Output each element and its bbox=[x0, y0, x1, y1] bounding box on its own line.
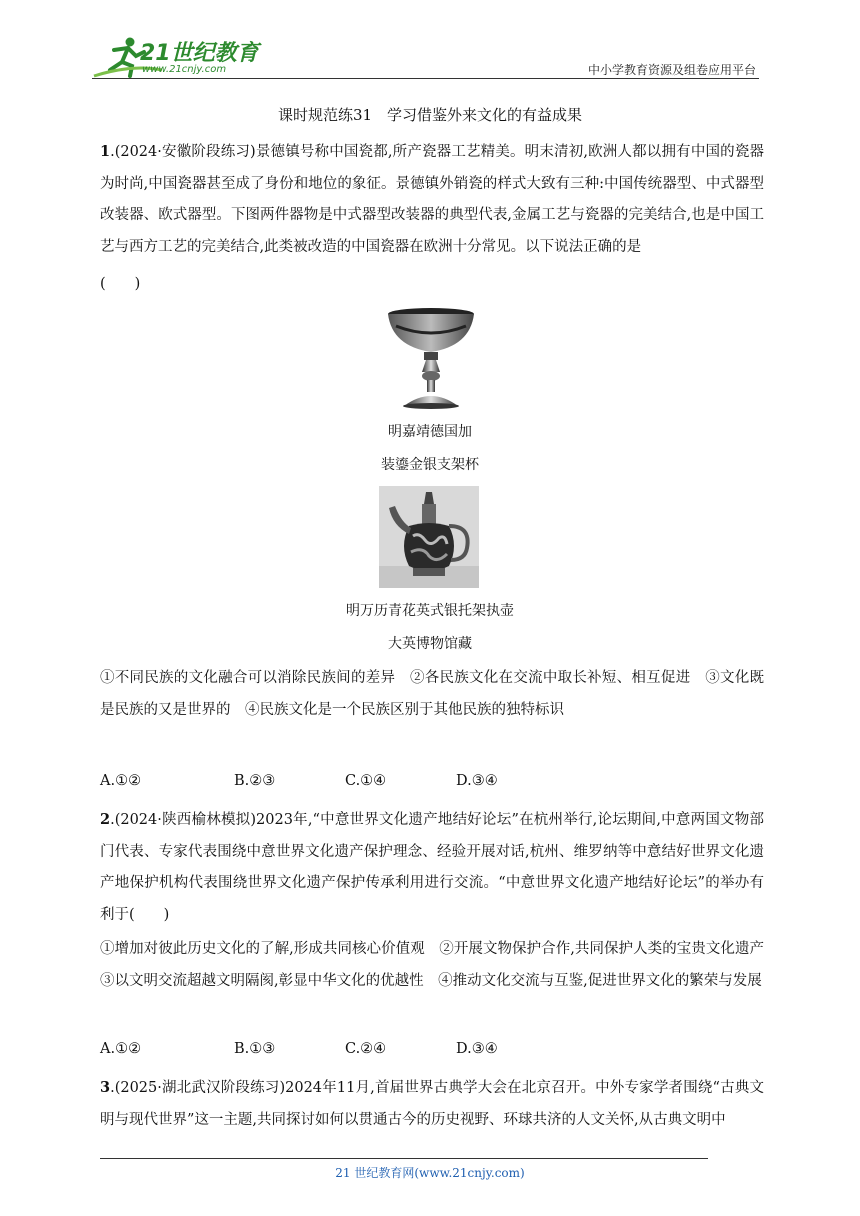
image-2-caption-line-1: 明万历青花英式银托架执壶 bbox=[346, 603, 514, 619]
gilded-cup-image bbox=[386, 306, 476, 410]
question-number: 1 bbox=[100, 143, 111, 160]
question-2-statements: ①增加对彼此历史文化的了解,形成共同核心价值观 ②开展文物保护合作,共同保护人类的宝贵文化遗产 ③以文明交流超越文明隔阂,彰显中华文化的优越性 ④推动文化交流与互鉴,促进世界文化的繁荣与发展 bbox=[100, 941, 779, 989]
question-stem: .(2025·湖北武汉阶段练习)2024年11月,首届世界古典学大会在北京召开。中外专家学者围绕“古典文明与现代世界”这一主题,共同探讨如何以贯通古今的历史视野、环球共济的人文关怀,从古典文明中 bbox=[100, 1080, 764, 1128]
q2-option-c: C.②④ bbox=[345, 1041, 387, 1057]
answer-bracket: ( ) bbox=[100, 276, 141, 292]
logo-main-text: 21世纪教育 bbox=[140, 41, 259, 66]
footer-text[interactable]: 21 世纪教育网(www.21cnjy.com) bbox=[335, 1166, 525, 1180]
question-1-statements: ①不同民族的文化融合可以消除民族间的差异 ②各民族文化在交流中取长补短、相互促进 ③文化既是民族的又是世界的 ④民族文化是一个民族区别于其他民族的独特标识 bbox=[100, 670, 764, 718]
question-1 bbox=[100, 136, 764, 263]
q1-option-c: C.①④ bbox=[345, 773, 387, 789]
question-number: 2 bbox=[100, 811, 111, 828]
footer-divider bbox=[100, 1158, 708, 1159]
q1-option-b: B.②③ bbox=[234, 773, 276, 789]
q1-option-a: A.①② bbox=[100, 773, 142, 789]
question-number: 3 bbox=[100, 1079, 111, 1096]
image-1-caption-line-2: 装鎏金银支架杯 bbox=[381, 457, 479, 473]
q2-option-b: B.①③ bbox=[234, 1041, 276, 1057]
q2-option-a: A.①② bbox=[100, 1041, 142, 1057]
question-2 bbox=[100, 804, 764, 931]
header-platform-text: 中小学教育资源及组卷应用平台 bbox=[587, 63, 756, 77]
q2-option-d: D.③④ bbox=[456, 1041, 498, 1057]
logo-sub-text: www.21cnjy.com bbox=[142, 64, 227, 75]
question-3 bbox=[100, 1072, 764, 1136]
q1-option-d: D.③④ bbox=[456, 773, 498, 789]
question-stem: .(2024·陕西榆林模拟)2023年,“中意世界文化遗产地结好论坛”在杭州举行,论坛期间,中意两国文物部门代表、专家代表围绕中意世界文化遗产保护理念、经验开展对话,杭州、维罗纳等中意结好世界文化遗产地保护机构代表围绕世界文化遗产保护传承利用进行交流。“中意世界文化遗产地结好论坛”的举办有利于( ) bbox=[100, 812, 764, 923]
image-2-caption-line-2: 大英博物馆藏 bbox=[388, 636, 472, 652]
question-stem: .(2024·安徽阶段练习)景德镇号称中国瓷都,所产瓷器工艺精美。明末清初,欧洲人都以拥有中国的瓷器为时尚,中国瓷器甚至成了身份和地位的象征。景德镇外销瓷的样式大致有三种:中国传统器型、中式器型改装器、欧式器型。下图两件器物是中式器型改装器的典型代表,金属工艺与瓷器的完美结合,也是中国工艺与西方工艺的完美结合,此类被改造的中国瓷器在欧洲十分常见。以下说法正确的是 bbox=[100, 144, 764, 255]
page-title: 课时规范练31 学习借鉴外来文化的有益成果 bbox=[277, 106, 583, 124]
image-1-caption-line-1: 明嘉靖德国加 bbox=[388, 424, 472, 440]
ewer-image bbox=[379, 486, 479, 588]
header-divider bbox=[92, 78, 759, 79]
